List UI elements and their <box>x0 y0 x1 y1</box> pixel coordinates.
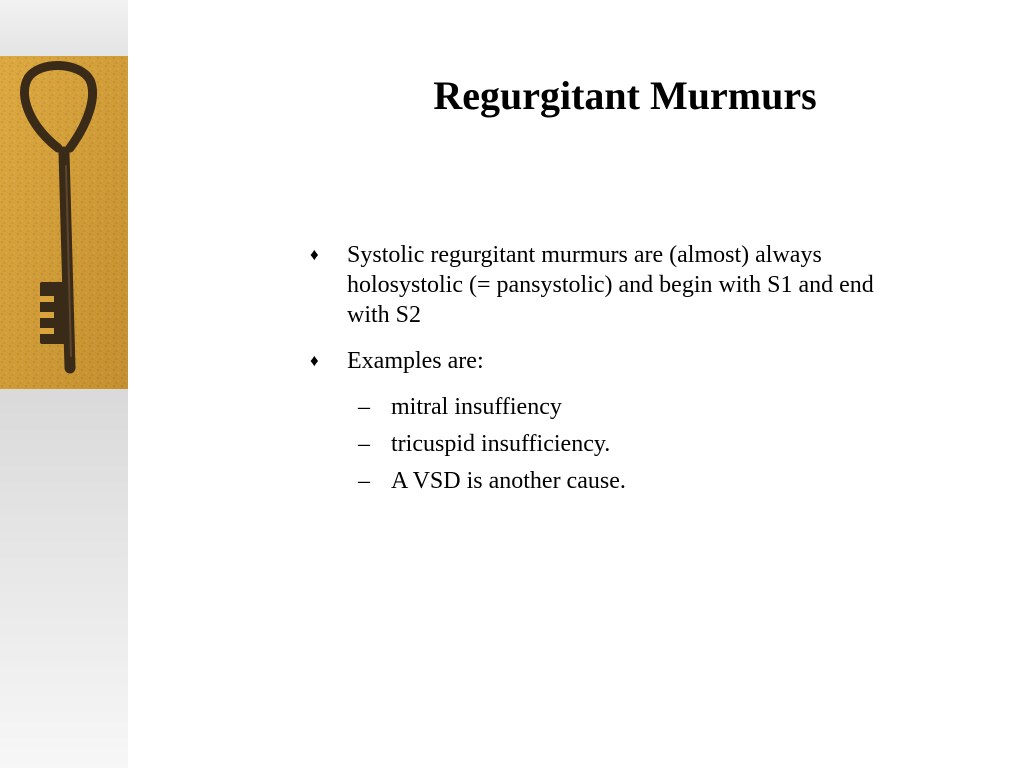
key-illustration <box>0 56 128 389</box>
bullet-text: Systolic regurgitant murmurs are (almost) always holosystolic (= pansystolic) and begin with S1 and end with S2 <box>347 242 874 328</box>
sub-bullet-text: tricuspid insufficiency. <box>391 431 611 457</box>
sub-bullet-item <box>310 429 890 459</box>
sub-bullet-text: mitral insuffiency <box>391 394 562 420</box>
dash-bullet-icon: – <box>358 394 370 420</box>
diamond-bullet-icon: ♦ <box>310 351 319 370</box>
slide-body <box>310 240 890 496</box>
diamond-bullet-icon: ♦ <box>310 245 319 264</box>
side-gradient-top <box>0 0 128 56</box>
sub-bullet-item <box>310 392 890 422</box>
slide-title: Regurgitant Murmurs <box>433 73 817 118</box>
sub-bullet-item <box>310 466 890 496</box>
dash-bullet-icon: – <box>358 468 370 494</box>
dash-bullet-icon: – <box>358 431 370 457</box>
sub-bullet-text: A VSD is another cause. <box>391 468 626 494</box>
bullet-text: Examples are: <box>347 348 484 374</box>
bullet-item <box>310 346 890 376</box>
key-photo <box>0 56 128 389</box>
bullet-item <box>310 240 890 330</box>
